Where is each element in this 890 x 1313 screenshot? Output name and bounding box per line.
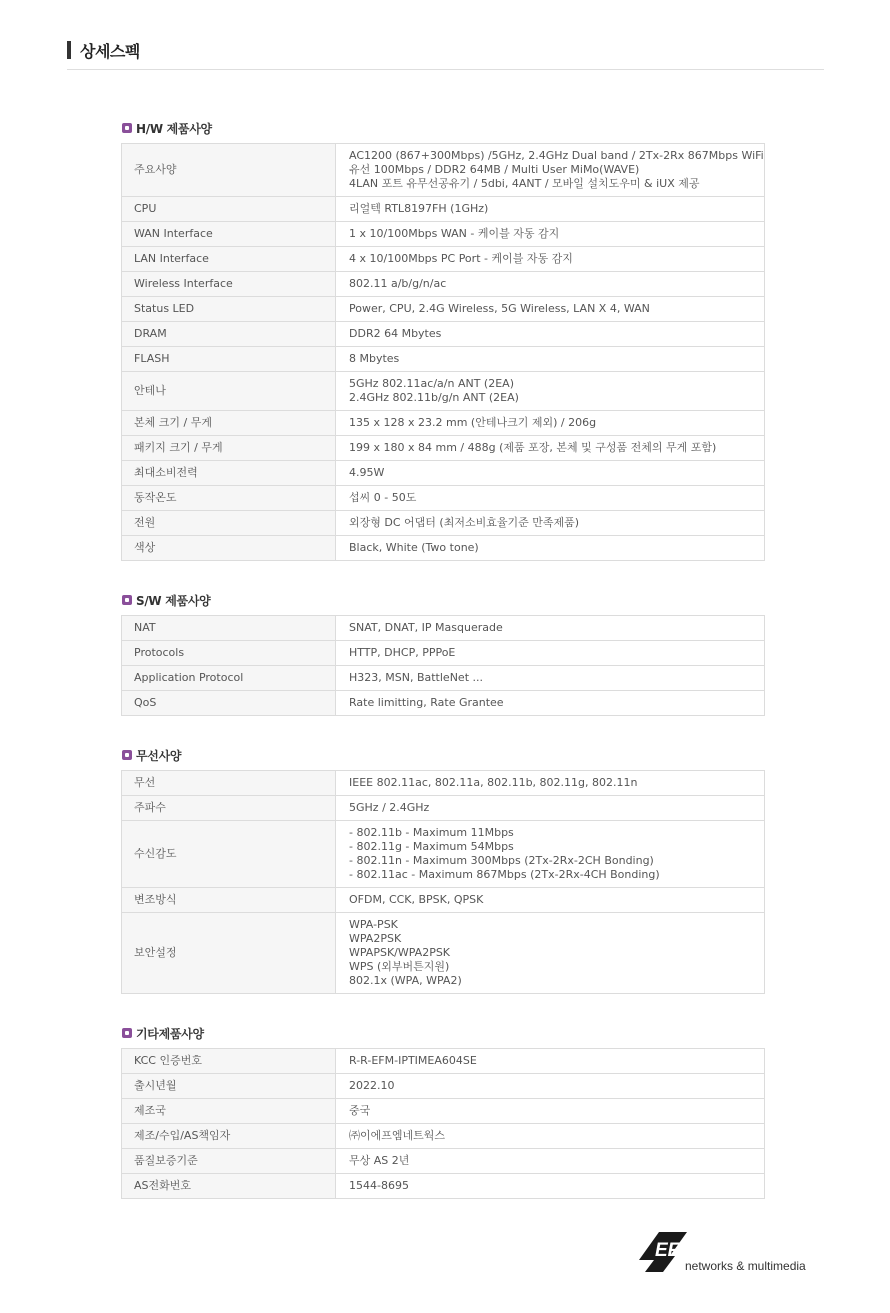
spec-row <box>122 888 765 913</box>
spec-value <box>336 641 765 666</box>
spec-table <box>121 615 765 716</box>
spec-value <box>336 411 765 436</box>
spec-value-line: AC1200 (867+300Mbps) /5GHz, 2.4GHz Dual band / 2Tx-2Rx 867Mbps WiFi <box>349 149 764 162</box>
spec-value-line: HTTP, DHCP, PPPoE <box>349 646 456 659</box>
spec-row <box>122 821 765 888</box>
svg-text:EFM: EFM <box>655 1240 696 1261</box>
section-header <box>121 1025 765 1045</box>
spec-value <box>336 821 765 888</box>
spec-row <box>122 461 765 486</box>
spec-value-line: Power, CPU, 2.4G Wireless, 5G Wireless, LAN X 4, WAN <box>349 302 650 315</box>
section-title: 기타제품사양 <box>136 1027 204 1041</box>
spec-value-line: - 802.11n - Maximum 300Mbps (2Tx-2Rx-2CH Bonding) <box>349 854 654 867</box>
spec-value-line: 섭씨 0 - 50도 <box>349 491 417 504</box>
spec-value <box>336 486 765 511</box>
efm-logo <box>637 1228 817 1278</box>
spec-label: 본체 크기 / 무게 <box>122 411 336 436</box>
spec-label: 주요사양 <box>122 144 336 197</box>
spec-label: Wireless Interface <box>122 272 336 297</box>
spec-value-line: R-R-EFM-IPTIMEA604SE <box>349 1054 477 1067</box>
section-header <box>121 592 765 612</box>
spec-value-line: 4LAN 포트 유무선공유기 / 5dbi, 4ANT / 모바일 설치도우미 & iUX 제공 <box>349 177 700 190</box>
spec-value-line: 802.11 a/b/g/n/ac <box>349 277 447 290</box>
spec-label: 동작온도 <box>122 486 336 511</box>
spec-table <box>121 1048 765 1199</box>
spec-label: LAN Interface <box>122 247 336 272</box>
spec-label: 패키지 크기 / 무게 <box>122 436 336 461</box>
spec-row <box>122 222 765 247</box>
page-title: 상세스펙 <box>80 42 140 61</box>
spec-value-line: 유선 100Mbps / DDR2 64MB / Multi User MiMo(WAVE) <box>349 163 640 176</box>
spec-row <box>122 1099 765 1124</box>
spec-value-line: - 802.11ac - Maximum 867Mbps (2Tx-2Rx-4CH Bonding) <box>349 868 660 881</box>
spec-row <box>122 641 765 666</box>
page-header <box>67 38 824 70</box>
spec-value <box>336 247 765 272</box>
spec-value-line: 1544-8695 <box>349 1179 409 1192</box>
spec-row <box>122 1124 765 1149</box>
spec-value <box>336 1124 765 1149</box>
spec-row <box>122 1149 765 1174</box>
spec-value <box>336 888 765 913</box>
spec-label: 최대소비전력 <box>122 461 336 486</box>
spec-row <box>122 272 765 297</box>
spec-row <box>122 771 765 796</box>
logo-tagline: networks & multimedia <box>685 1259 806 1273</box>
bullet-icon <box>122 123 132 133</box>
wireless-spec-section <box>121 747 765 994</box>
spec-value <box>336 272 765 297</box>
spec-value-line: 중국 <box>349 1104 371 1117</box>
spec-value-line: Black, White (Two tone) <box>349 541 479 554</box>
spec-value-line: 외장형 DC 어댑터 (최저소비효율기준 만족제품) <box>349 516 579 529</box>
spec-label: Application Protocol <box>122 666 336 691</box>
spec-row <box>122 511 765 536</box>
etc-spec-section <box>121 1025 765 1199</box>
spec-row <box>122 436 765 461</box>
sw-spec-section <box>121 592 765 716</box>
spec-row <box>122 1174 765 1199</box>
spec-value-line: WPA-PSK <box>349 918 398 931</box>
spec-label: 제조국 <box>122 1099 336 1124</box>
spec-label: QoS <box>122 691 336 716</box>
spec-row <box>122 536 765 561</box>
spec-label: Status LED <box>122 297 336 322</box>
spec-label: 안테나 <box>122 372 336 411</box>
spec-label: 주파수 <box>122 796 336 821</box>
spec-label: FLASH <box>122 347 336 372</box>
spec-value-line: Rate limitting, Rate Grantee <box>349 696 504 709</box>
bullet-icon <box>122 1028 132 1038</box>
spec-value-line: 1 x 10/100Mbps WAN - 케이블 자동 감지 <box>349 227 560 240</box>
spec-label: 제조/수입/AS책임자 <box>122 1124 336 1149</box>
spec-row <box>122 486 765 511</box>
spec-value-line: H323, MSN, BattleNet ... <box>349 671 483 684</box>
spec-row <box>122 796 765 821</box>
spec-value <box>336 691 765 716</box>
spec-label: 색상 <box>122 536 336 561</box>
section-title: H/W 제품사양 <box>136 122 212 136</box>
spec-label: KCC 인증번호 <box>122 1049 336 1074</box>
spec-value <box>336 1099 765 1124</box>
spec-row <box>122 247 765 272</box>
spec-value-line: 4 x 10/100Mbps PC Port - 케이블 자동 감지 <box>349 252 573 265</box>
spec-value <box>336 347 765 372</box>
spec-row <box>122 1074 765 1099</box>
spec-label: NAT <box>122 616 336 641</box>
section-title: 무선사양 <box>136 749 182 763</box>
spec-value-line: SNAT, DNAT, IP Masquerade <box>349 621 503 634</box>
spec-value <box>336 144 765 197</box>
spec-value <box>336 297 765 322</box>
spec-value-line: 무상 AS 2년 <box>349 1154 410 1167</box>
spec-row <box>122 913 765 994</box>
spec-value <box>336 913 765 994</box>
spec-row <box>122 297 765 322</box>
spec-value-line: 5GHz / 2.4GHz <box>349 801 430 814</box>
spec-label: CPU <box>122 197 336 222</box>
spec-label: Protocols <box>122 641 336 666</box>
spec-value-line: 2.4GHz 802.11b/g/n ANT (2EA) <box>349 391 519 404</box>
title-bar <box>67 41 71 59</box>
spec-value-line: 리얼텍 RTL8197FH (1GHz) <box>349 202 489 215</box>
spec-value-line: 802.1x (WPA, WPA2) <box>349 974 462 987</box>
spec-value-line: ㈜이에프엠네트웍스 <box>349 1129 446 1142</box>
spec-label: 보안설정 <box>122 913 336 994</box>
spec-value-line: IEEE 802.11ac, 802.11a, 802.11b, 802.11g, 802.11n <box>349 776 638 789</box>
spec-row <box>122 691 765 716</box>
spec-value-line: WPA2PSK <box>349 932 402 945</box>
spec-row <box>122 322 765 347</box>
spec-label: 품질보증기준 <box>122 1149 336 1174</box>
spec-row <box>122 666 765 691</box>
spec-label: 수신감도 <box>122 821 336 888</box>
spec-value-line: 2022.10 <box>349 1079 395 1092</box>
spec-table <box>121 143 765 561</box>
spec-value-line: 199 x 180 x 84 mm / 488g (제품 포장, 본체 및 구성품 전체의 무게 포함) <box>349 441 717 454</box>
spec-value-line: WPAPSK/WPA2PSK <box>349 946 451 959</box>
section-header <box>121 747 765 767</box>
spec-value <box>336 1049 765 1074</box>
spec-value <box>336 322 765 347</box>
spec-value-line: - 802.11g - Maximum 54Mbps <box>349 840 514 853</box>
spec-value <box>336 666 765 691</box>
spec-value <box>336 372 765 411</box>
spec-value <box>336 436 765 461</box>
spec-label: AS전화번호 <box>122 1174 336 1199</box>
spec-value <box>336 222 765 247</box>
bullet-icon <box>122 750 132 760</box>
spec-value <box>336 461 765 486</box>
spec-value <box>336 616 765 641</box>
spec-value-line: WPS (외부버튼지원) <box>349 960 450 973</box>
bullet-icon <box>122 595 132 605</box>
spec-row <box>122 411 765 436</box>
spec-row <box>122 144 765 197</box>
spec-table <box>121 770 765 994</box>
spec-label: WAN Interface <box>122 222 336 247</box>
spec-row <box>122 347 765 372</box>
spec-row <box>122 197 765 222</box>
spec-row <box>122 1049 765 1074</box>
spec-value <box>336 536 765 561</box>
spec-value <box>336 1074 765 1099</box>
spec-value <box>336 1149 765 1174</box>
spec-value <box>336 771 765 796</box>
spec-value-line: 5GHz 802.11ac/a/n ANT (2EA) <box>349 377 514 390</box>
spec-value-line: 4.95W <box>349 466 385 479</box>
spec-row <box>122 616 765 641</box>
spec-value-line: DDR2 64 Mbytes <box>349 327 442 340</box>
spec-value <box>336 197 765 222</box>
spec-value <box>336 511 765 536</box>
spec-row <box>122 372 765 411</box>
spec-value <box>336 1174 765 1199</box>
spec-label: DRAM <box>122 322 336 347</box>
spec-value-line: 8 Mbytes <box>349 352 400 365</box>
spec-value-line: 135 x 128 x 23.2 mm (안테나크기 제외) / 206g <box>349 416 597 429</box>
spec-label: 출시년월 <box>122 1074 336 1099</box>
spec-label: 무선 <box>122 771 336 796</box>
spec-value-line: - 802.11b - Maximum 11Mbps <box>349 826 514 839</box>
section-header <box>121 120 765 140</box>
spec-value-line: OFDM, CCK, BPSK, QPSK <box>349 893 484 906</box>
hw-spec-section <box>121 120 765 561</box>
spec-label: 전원 <box>122 511 336 536</box>
section-title: S/W 제품사양 <box>136 594 211 608</box>
spec-label: 변조방식 <box>122 888 336 913</box>
spec-value <box>336 796 765 821</box>
